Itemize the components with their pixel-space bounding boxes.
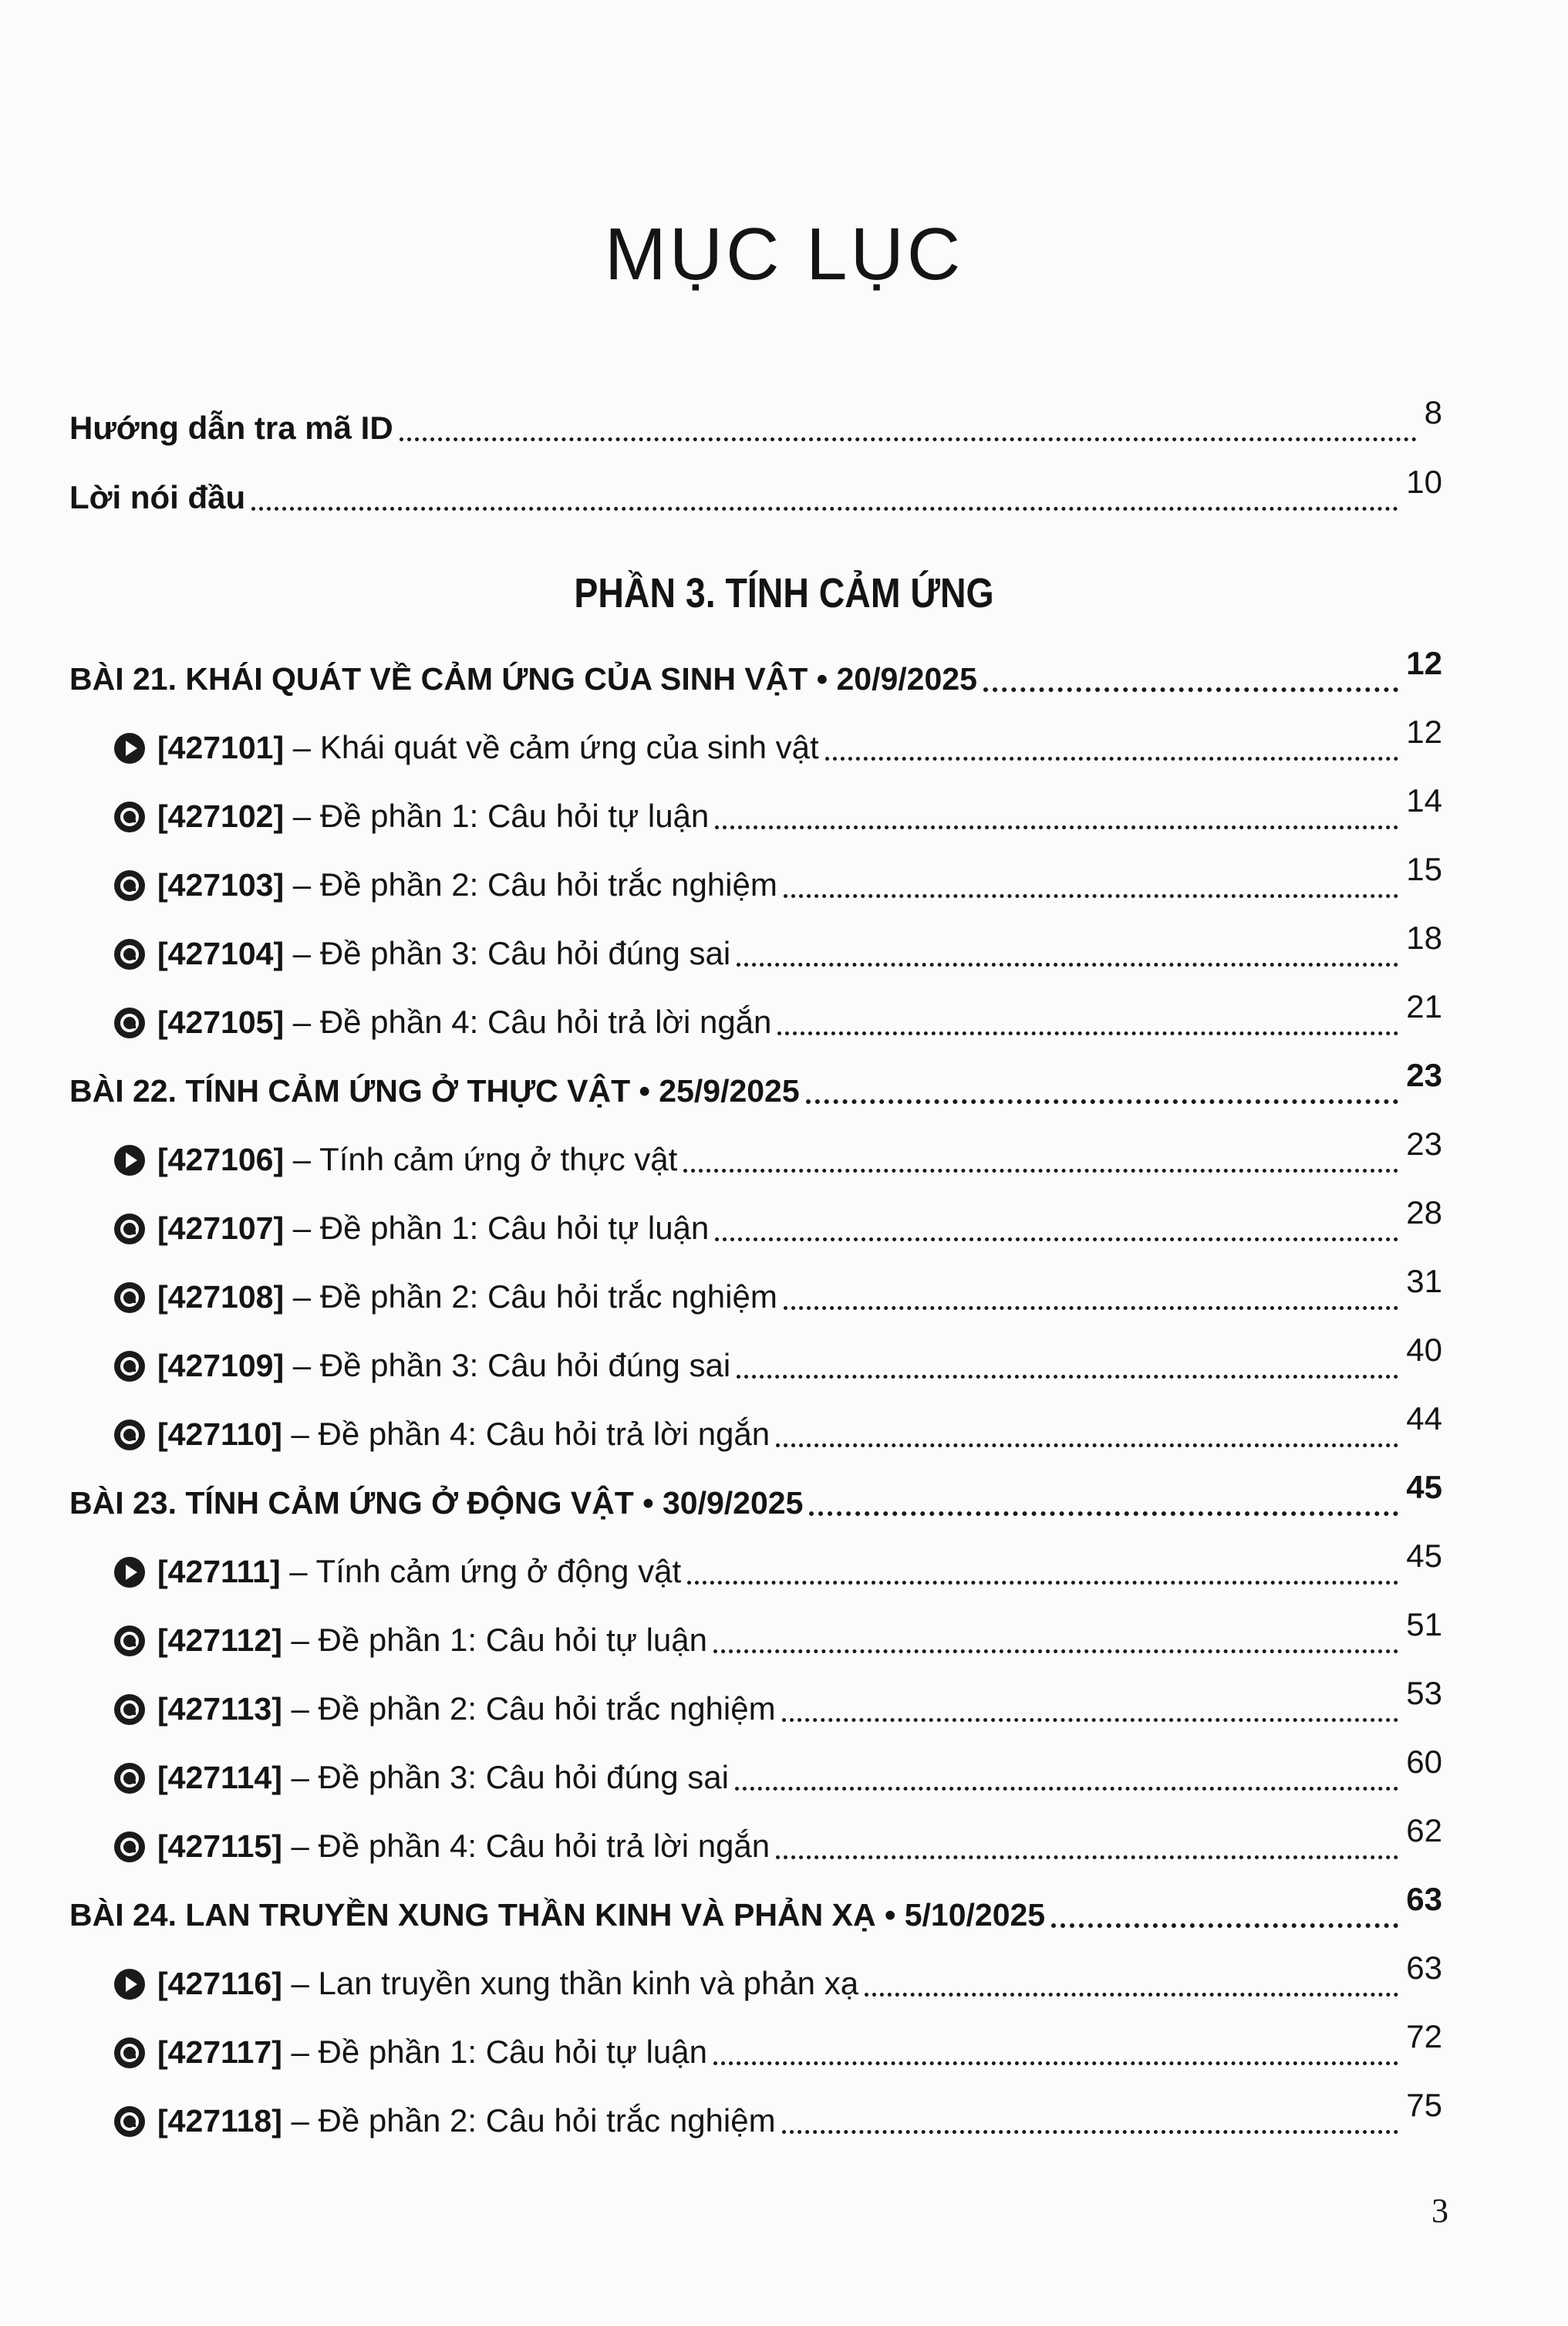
dot-leader	[784, 1306, 1398, 1310]
toc-page-number: 18	[1406, 920, 1442, 956]
toc-item-code: [427110]	[157, 1416, 282, 1452]
toc-entry-foreword[interactable]	[69, 464, 1442, 521]
toc-item-label: – Đề phần 4: Câu hỏi trả lời ngắn	[284, 1004, 772, 1040]
toc-item-code: [427102]	[157, 798, 285, 834]
toc-item-code: [427111]	[157, 1554, 281, 1589]
toc-item[interactable]	[114, 2018, 1442, 2075]
dot-leader	[687, 1581, 1398, 1585]
dot-leader	[1051, 1923, 1398, 1928]
toc-item[interactable]	[114, 1332, 1442, 1389]
toc-lesson-1[interactable]	[69, 645, 1442, 702]
dot-leader	[782, 1718, 1399, 1722]
toc-page-number: 8	[1424, 394, 1442, 430]
toc-item-code: [427108]	[157, 1279, 285, 1315]
toc-item[interactable]	[114, 2087, 1442, 2144]
clock-icon	[114, 1420, 145, 1450]
toc-item[interactable]	[114, 1950, 1442, 2007]
toc-item-code: [427112]	[157, 1622, 282, 1658]
toc-item-label: – Đề phần 3: Câu hỏi đúng sai	[282, 1759, 729, 1795]
toc-page-number: 63	[1406, 1950, 1442, 1986]
section-title: PHẦN 3. TÍNH CẢM ỨNG	[574, 570, 994, 616]
toc-lesson-label: BÀI 22. TÍNH CẢM ỨNG Ở THỰC VẬT • 25/9/2025	[69, 1073, 800, 1109]
toc-item-code: [427118]	[157, 2103, 282, 2139]
toc-item-code: [427117]	[157, 2034, 282, 2070]
clock-icon	[114, 1282, 145, 1313]
toc-item-code: [427104]	[157, 936, 285, 971]
dot-leader	[865, 1993, 1398, 1997]
dot-leader	[737, 963, 1398, 967]
toc-item-label: – Đề phần 2: Câu hỏi trắc nghiệm	[282, 2102, 776, 2139]
toc-entry-id-guide[interactable]	[69, 394, 1442, 451]
toc-page-number: 53	[1406, 1675, 1442, 1711]
toc-item[interactable]	[114, 988, 1442, 1045]
clock-icon	[114, 2106, 145, 2137]
clock-icon	[114, 1214, 145, 1244]
dot-leader	[735, 1787, 1398, 1791]
toc-page-number: 28	[1406, 1194, 1442, 1231]
toc-page-number: 23	[1406, 1126, 1442, 1162]
toc-item-code: [427114]	[157, 1760, 282, 1795]
toc-entry-label: Hướng dẫn tra mã ID	[69, 410, 393, 446]
clock-icon	[114, 1763, 145, 1794]
toc-lesson-4[interactable]	[69, 1881, 1442, 1938]
toc-item[interactable]	[114, 1263, 1442, 1320]
toc-item[interactable]	[114, 782, 1442, 839]
toc-item-code: [427115]	[157, 1828, 282, 1864]
clock-icon	[114, 1008, 145, 1038]
clock-icon	[114, 870, 145, 901]
toc-page-number: 45	[1406, 1538, 1442, 1574]
toc-item[interactable]	[114, 1538, 1442, 1595]
toc-page-number: 21	[1406, 988, 1442, 1025]
toc-page-number: 31	[1406, 1263, 1442, 1299]
dot-leader	[825, 757, 1399, 761]
dot-leader	[983, 687, 1398, 692]
toc-lesson-2[interactable]	[69, 1057, 1442, 1114]
toc-lesson-label: BÀI 21. KHÁI QUÁT VỀ CẢM ỨNG CỦA SINH VẬT • 20/9/2025	[69, 661, 977, 697]
toc-item-code: [427106]	[157, 1142, 285, 1177]
toc-lesson-3[interactable]	[69, 1469, 1442, 1526]
toc-item-label: – Tính cảm ứng ở thực vật	[284, 1141, 678, 1177]
play-icon	[114, 1969, 145, 2000]
dot-leader	[809, 1511, 1398, 1516]
toc-item-label: – Đề phần 1: Câu hỏi tự luận	[284, 1210, 710, 1246]
clock-icon	[114, 1351, 145, 1382]
toc-item-label: – Đề phần 2: Câu hỏi trắc nghiệm	[284, 866, 777, 903]
toc-item[interactable]	[114, 1126, 1442, 1183]
clock-icon	[114, 1694, 145, 1725]
toc-item-label: – Đề phần 4: Câu hỏi trả lời ngắn	[282, 1416, 771, 1452]
toc-page-number: 14	[1406, 782, 1442, 819]
toc-item[interactable]	[114, 714, 1442, 771]
toc-page-number: 45	[1406, 1469, 1442, 1505]
toc-page-number: 10	[1406, 464, 1442, 500]
toc-item-label: – Đề phần 1: Câu hỏi tự luận	[282, 1622, 708, 1658]
toc-page-number: 12	[1406, 645, 1442, 681]
clock-icon	[114, 1831, 145, 1862]
dot-leader	[776, 1443, 1398, 1447]
toc-item-label: – Đề phần 2: Câu hỏi trắc nghiệm	[284, 1278, 777, 1315]
dot-leader	[683, 1169, 1398, 1173]
toc-page-number: 51	[1406, 1606, 1442, 1642]
toc-item[interactable]	[114, 1675, 1442, 1732]
dot-leader	[715, 1237, 1398, 1241]
dot-leader	[737, 1375, 1398, 1379]
toc-item[interactable]	[114, 1744, 1442, 1801]
clock-icon	[114, 2037, 145, 2068]
toc-item-label: – Khái quát về cảm ứng của sinh vật	[284, 729, 819, 765]
dot-leader	[715, 825, 1398, 829]
dot-leader	[806, 1099, 1399, 1104]
toc-entry-label: Lời nói đầu	[69, 479, 246, 515]
toc-item-label: – Đề phần 1: Câu hỏi tự luận	[284, 798, 710, 834]
toc-item[interactable]	[114, 1606, 1442, 1663]
toc-page-number: 23	[1406, 1057, 1442, 1093]
toc-item-code: [427107]	[157, 1210, 285, 1246]
toc-page-number: 63	[1406, 1881, 1442, 1917]
toc-item-code: [427113]	[157, 1691, 282, 1727]
toc-item-code: [427103]	[157, 867, 285, 903]
toc-page-number: 44	[1406, 1400, 1442, 1436]
toc-lesson-label: BÀI 23. TÍNH CẢM ỨNG Ở ĐỘNG VẬT • 30/9/2025	[69, 1485, 804, 1521]
play-icon	[114, 1557, 145, 1588]
toc-item-label: – Lan truyền xung thần kinh và phản xạ	[282, 1965, 859, 2001]
toc-page-number: 75	[1406, 2087, 1442, 2123]
toc-item-label: – Đề phần 1: Câu hỏi tự luận	[282, 2034, 708, 2070]
toc-page-number: 12	[1406, 714, 1442, 750]
clock-icon	[114, 802, 145, 832]
toc-item[interactable]	[114, 1812, 1442, 1869]
toc-page-number: 15	[1406, 851, 1442, 887]
play-icon	[114, 733, 145, 764]
toc-item-label: – Đề phần 2: Câu hỏi trắc nghiệm	[282, 1690, 776, 1727]
dot-leader	[777, 1031, 1398, 1035]
toc-page-number: 60	[1406, 1744, 1442, 1780]
toc-item[interactable]	[114, 920, 1442, 977]
clock-icon	[114, 1625, 145, 1656]
toc-page-number: 72	[1406, 2018, 1442, 2054]
toc-item-code: [427116]	[157, 1966, 282, 2001]
toc-page-number: 62	[1406, 1812, 1442, 1848]
dot-leader	[776, 1855, 1398, 1859]
page-title: MỤC LỤC	[604, 213, 964, 295]
toc-item-code: [427109]	[157, 1348, 285, 1383]
toc-item-label: – Tính cảm ứng ở động vật	[280, 1553, 682, 1589]
dot-leader	[782, 2130, 1399, 2134]
page-number: 3	[1431, 2192, 1448, 2230]
toc-item-label: – Đề phần 4: Câu hỏi trả lời ngắn	[282, 1828, 771, 1864]
toc-lesson-label: BÀI 24. LAN TRUYỀN XUNG THẦN KINH VÀ PHẢN XẠ • 5/10/2025	[69, 1897, 1046, 1933]
toc-item-label: – Đề phần 3: Câu hỏi đúng sai	[284, 1347, 731, 1383]
dot-leader	[784, 894, 1398, 898]
dot-leader	[400, 437, 1417, 441]
toc-item[interactable]	[114, 851, 1442, 908]
clock-icon	[114, 939, 145, 970]
toc-item[interactable]	[114, 1194, 1442, 1251]
toc-item[interactable]	[114, 1400, 1442, 1457]
toc-item-code: [427101]	[157, 730, 285, 765]
play-icon	[114, 1145, 145, 1176]
dot-leader	[713, 1649, 1398, 1653]
toc-page-number: 40	[1406, 1332, 1442, 1368]
toc-item-code: [427105]	[157, 1004, 285, 1040]
dot-leader	[713, 2061, 1398, 2065]
toc-item-label: – Đề phần 3: Câu hỏi đúng sai	[284, 935, 731, 971]
dot-leader	[251, 507, 1398, 511]
